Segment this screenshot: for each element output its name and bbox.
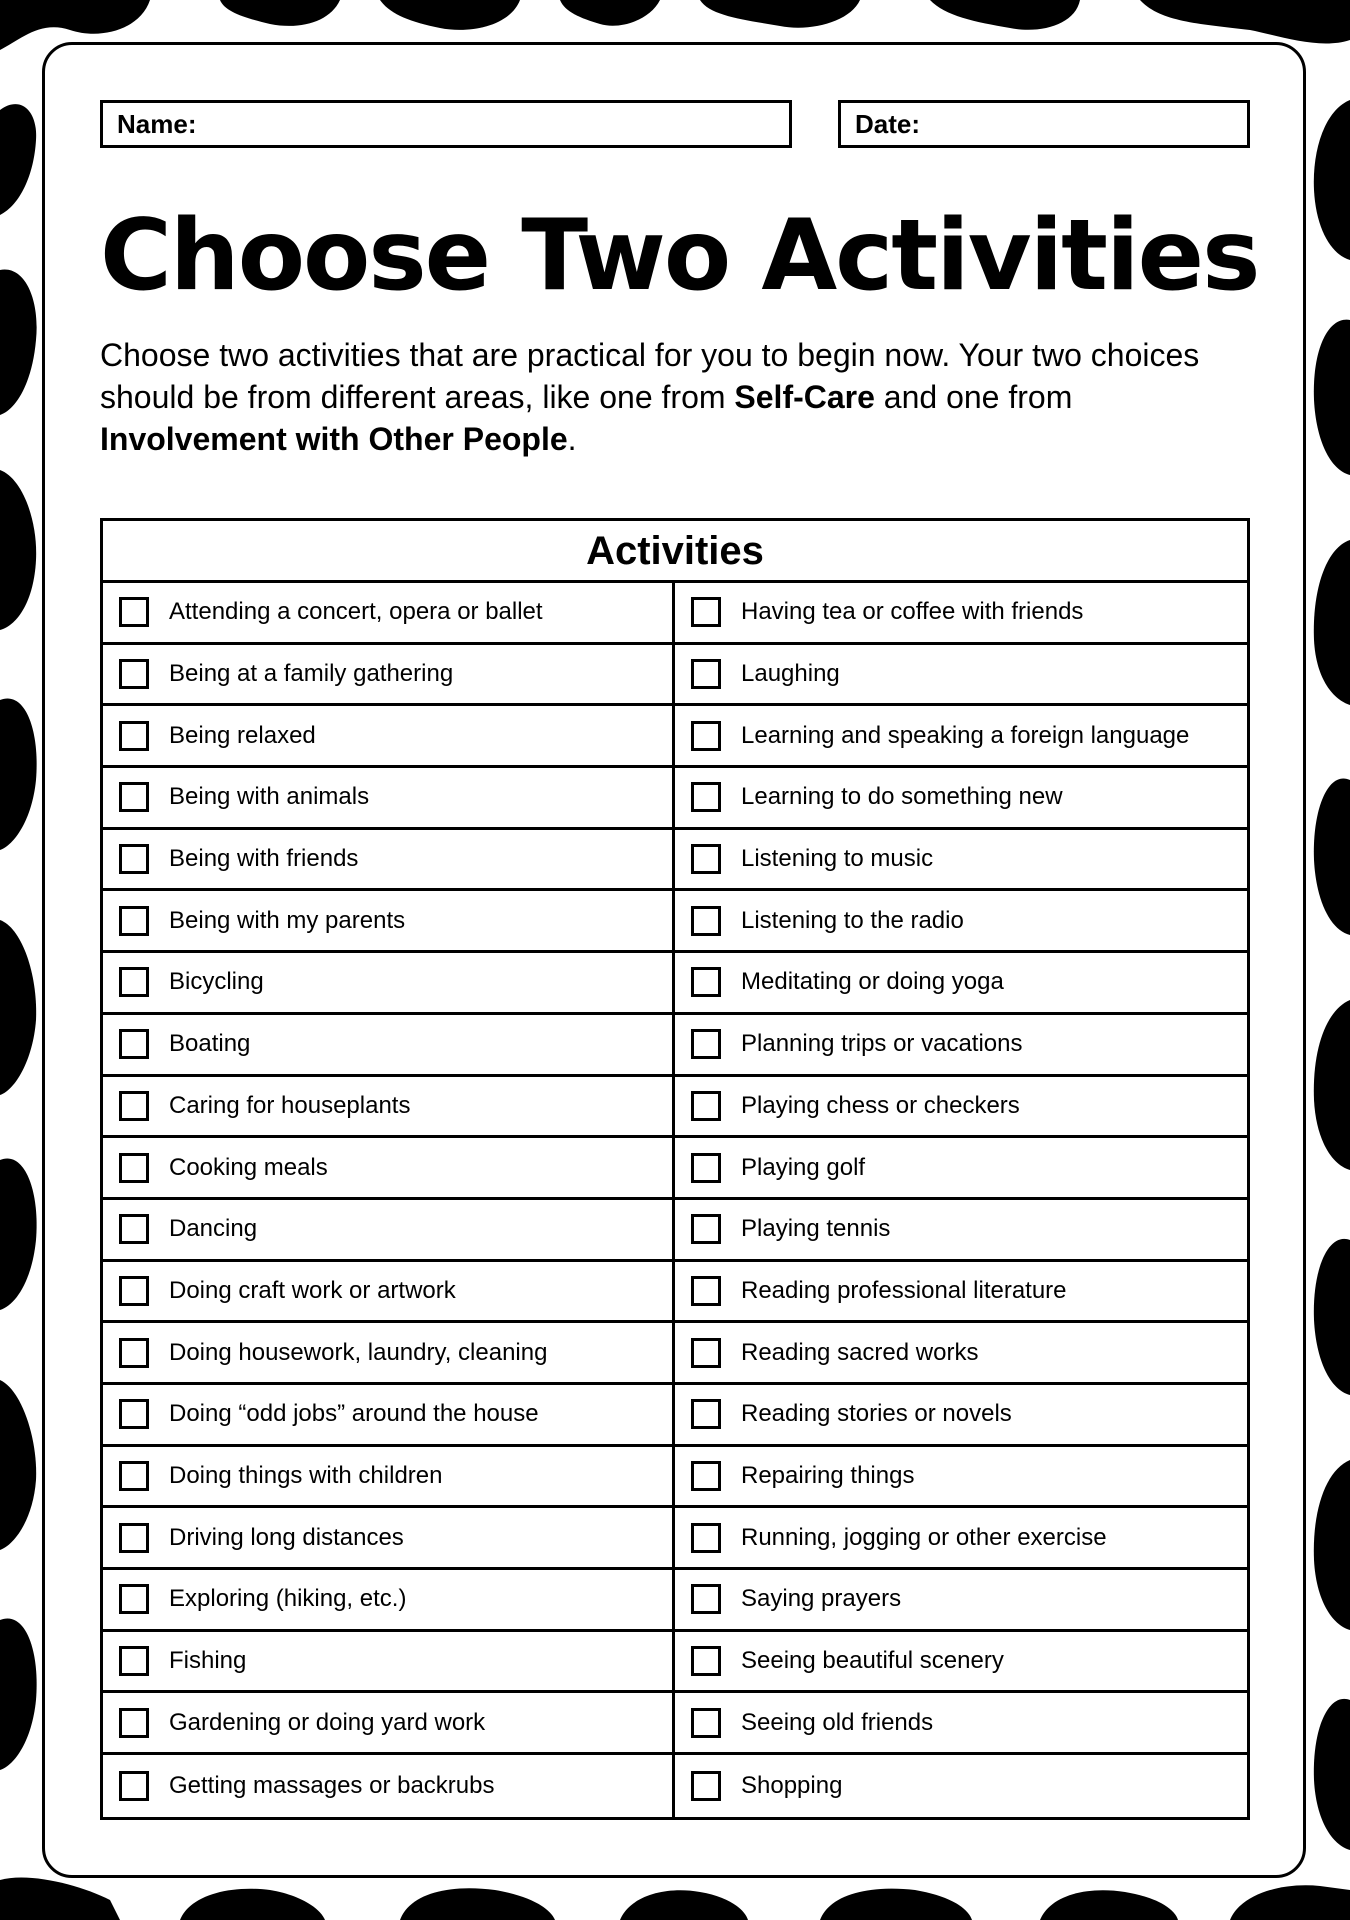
activity-label: Caring for houseplants: [169, 1091, 411, 1119]
activity-row[interactable]: [675, 1138, 1247, 1200]
activity-row[interactable]: [103, 768, 672, 830]
activity-row[interactable]: [675, 1200, 1247, 1262]
activity-checkbox[interactable]: [691, 1646, 721, 1676]
activity-checkbox[interactable]: [119, 1091, 149, 1121]
activity-row[interactable]: [103, 1323, 672, 1385]
activity-row[interactable]: [675, 1262, 1247, 1324]
activity-label: Doing “odd jobs” around the house: [169, 1400, 539, 1428]
activity-row[interactable]: [103, 1262, 672, 1324]
activity-row[interactable]: [675, 1693, 1247, 1755]
activity-checkbox[interactable]: [119, 1646, 149, 1676]
activity-row[interactable]: [675, 1755, 1247, 1817]
activity-checkbox[interactable]: [119, 1029, 149, 1059]
intro-highlight-self-care: Self-Care: [734, 379, 875, 415]
activity-label: Being with friends: [169, 845, 359, 873]
activity-row[interactable]: [675, 583, 1247, 645]
activity-row[interactable]: [103, 1077, 672, 1139]
activity-checkbox[interactable]: [119, 659, 149, 689]
activity-label: Seeing old friends: [741, 1708, 934, 1736]
table-header: Activities: [103, 521, 1247, 583]
activity-label: Being relaxed: [169, 721, 316, 749]
intro-text-1: Choose two activities that are practical for you to begin now. Your two choices should be from different areas, like one from: [100, 337, 1200, 415]
activity-row[interactable]: [675, 1385, 1247, 1447]
activity-checkbox[interactable]: [119, 1708, 149, 1738]
activity-checkbox[interactable]: [119, 1399, 149, 1429]
activity-checkbox[interactable]: [691, 1584, 721, 1614]
date-label: Date:: [855, 109, 921, 139]
activity-row[interactable]: [103, 1447, 672, 1509]
activity-checkbox[interactable]: [691, 906, 721, 936]
activity-row[interactable]: [103, 1508, 672, 1570]
activity-label: Doing craft work or artwork: [169, 1276, 456, 1304]
activity-label: Being with my parents: [169, 906, 406, 934]
activity-row[interactable]: [103, 1138, 672, 1200]
activity-checkbox[interactable]: [691, 1338, 721, 1368]
activity-checkbox[interactable]: [119, 906, 149, 936]
activity-label: Repairing things: [741, 1461, 915, 1489]
activity-row[interactable]: [675, 1015, 1247, 1077]
name-field[interactable]: [100, 100, 792, 148]
activity-row[interactable]: [103, 706, 672, 768]
activity-row[interactable]: [103, 1570, 672, 1632]
activity-row[interactable]: [103, 830, 672, 892]
activity-label: Learning and speaking a foreign language: [741, 721, 1190, 749]
activity-label: Running, jogging or other exercise: [741, 1523, 1107, 1551]
activity-checkbox[interactable]: [691, 782, 721, 812]
activity-label: Shopping: [741, 1771, 843, 1799]
activity-label: Seeing beautiful scenery: [741, 1647, 1004, 1675]
activity-label: Having tea or coffee with friends: [741, 598, 1084, 626]
activity-row[interactable]: [675, 1570, 1247, 1632]
activity-label: Playing golf: [741, 1153, 866, 1181]
activity-checkbox[interactable]: [119, 1523, 149, 1553]
activity-label: Listening to music: [741, 845, 934, 873]
activity-label: Reading sacred works: [741, 1338, 979, 1366]
activity-row[interactable]: [103, 1693, 672, 1755]
activity-checkbox[interactable]: [119, 1214, 149, 1244]
activity-checkbox[interactable]: [691, 1091, 721, 1121]
activity-label: Attending a concert, opera or ballet: [169, 598, 543, 626]
activity-checkbox[interactable]: [691, 659, 721, 689]
activity-row[interactable]: [103, 1015, 672, 1077]
intro-paragraph: [100, 334, 1260, 460]
date-field[interactable]: [838, 100, 1250, 148]
activity-checkbox[interactable]: [691, 1399, 721, 1429]
activity-row[interactable]: [103, 1385, 672, 1447]
activity-row[interactable]: [675, 645, 1247, 707]
activity-row[interactable]: [103, 1632, 672, 1694]
intro-highlight-involvement: Involvement with Other People: [100, 421, 568, 457]
activity-checkbox[interactable]: [119, 721, 149, 751]
activity-label: Listening to the radio: [741, 906, 964, 934]
activity-checkbox[interactable]: [691, 1276, 721, 1306]
activity-label: Bicycling: [169, 968, 264, 996]
activities-table: [100, 518, 1250, 1820]
activity-label: Playing tennis: [741, 1215, 891, 1243]
activity-label: Doing things with children: [169, 1461, 443, 1489]
activity-label: Being with animals: [169, 783, 370, 811]
activity-checkbox[interactable]: [691, 1523, 721, 1553]
activity-checkbox[interactable]: [691, 1771, 721, 1801]
activity-label: Laughing: [741, 660, 840, 688]
activity-label: Dancing: [169, 1215, 258, 1243]
activity-row[interactable]: [103, 583, 672, 645]
right-column: [675, 583, 1247, 1817]
activity-checkbox[interactable]: [119, 1461, 149, 1491]
activity-checkbox[interactable]: [119, 1276, 149, 1306]
activity-label: Saying prayers: [741, 1585, 902, 1613]
activity-checkbox[interactable]: [119, 844, 149, 874]
activity-checkbox[interactable]: [119, 1338, 149, 1368]
activity-row[interactable]: [103, 1755, 672, 1817]
activity-checkbox[interactable]: [691, 844, 721, 874]
activity-row[interactable]: [675, 706, 1247, 768]
activity-checkbox[interactable]: [691, 1029, 721, 1059]
activity-label: Playing chess or checkers: [741, 1091, 1020, 1119]
activity-label: Reading stories or novels: [741, 1400, 1012, 1428]
activity-checkbox[interactable]: [691, 967, 721, 997]
activity-label: Planning trips or vacations: [741, 1030, 1023, 1058]
activity-label: Meditating or doing yoga: [741, 968, 1004, 996]
activity-checkbox[interactable]: [691, 1214, 721, 1244]
activity-checkbox[interactable]: [119, 782, 149, 812]
intro-text-3: .: [567, 421, 577, 457]
activity-row[interactable]: [103, 891, 672, 953]
activity-checkbox[interactable]: [691, 1153, 721, 1183]
activity-checkbox[interactable]: [119, 1771, 149, 1801]
activity-label: Learning to do something new: [741, 783, 1063, 811]
activity-row[interactable]: [103, 645, 672, 707]
activity-row[interactable]: [103, 1200, 672, 1262]
activity-label: Driving long distances: [169, 1523, 404, 1551]
activity-label: Exploring (hiking, etc.): [169, 1585, 407, 1613]
activity-label: Fishing: [169, 1647, 247, 1675]
activity-label: Getting massages or backrubs: [169, 1771, 495, 1799]
activity-label: Boating: [169, 1030, 251, 1058]
activity-row[interactable]: [675, 830, 1247, 892]
activity-row[interactable]: [675, 1323, 1247, 1385]
activity-row[interactable]: [675, 1077, 1247, 1139]
activity-checkbox[interactable]: [119, 597, 149, 627]
activity-label: Doing housework, laundry, cleaning: [169, 1338, 548, 1366]
activity-row[interactable]: [675, 768, 1247, 830]
activity-checkbox[interactable]: [119, 1153, 149, 1183]
activity-label: Gardening or doing yard work: [169, 1708, 486, 1736]
left-column: [103, 583, 675, 1817]
activity-row[interactable]: [675, 953, 1247, 1015]
activity-row[interactable]: [675, 1632, 1247, 1694]
activity-checkbox[interactable]: [691, 597, 721, 627]
name-label: Name:: [117, 109, 197, 139]
activity-checkbox[interactable]: [691, 721, 721, 751]
activity-checkbox[interactable]: [691, 1461, 721, 1491]
activity-label: Reading professional literature: [741, 1276, 1067, 1304]
intro-text-2: and one from: [874, 379, 1073, 415]
activity-label: Being at a family gathering: [169, 660, 454, 688]
activity-row[interactable]: [675, 891, 1247, 953]
activity-label: Cooking meals: [169, 1153, 328, 1181]
activity-checkbox[interactable]: [119, 967, 149, 997]
activity-row[interactable]: [103, 953, 672, 1015]
activity-row[interactable]: [675, 1447, 1247, 1509]
activity-checkbox[interactable]: [691, 1708, 721, 1738]
activity-checkbox[interactable]: [119, 1584, 149, 1614]
activity-row[interactable]: [675, 1508, 1247, 1570]
page-title: Choose Two Activities: [100, 199, 1259, 313]
